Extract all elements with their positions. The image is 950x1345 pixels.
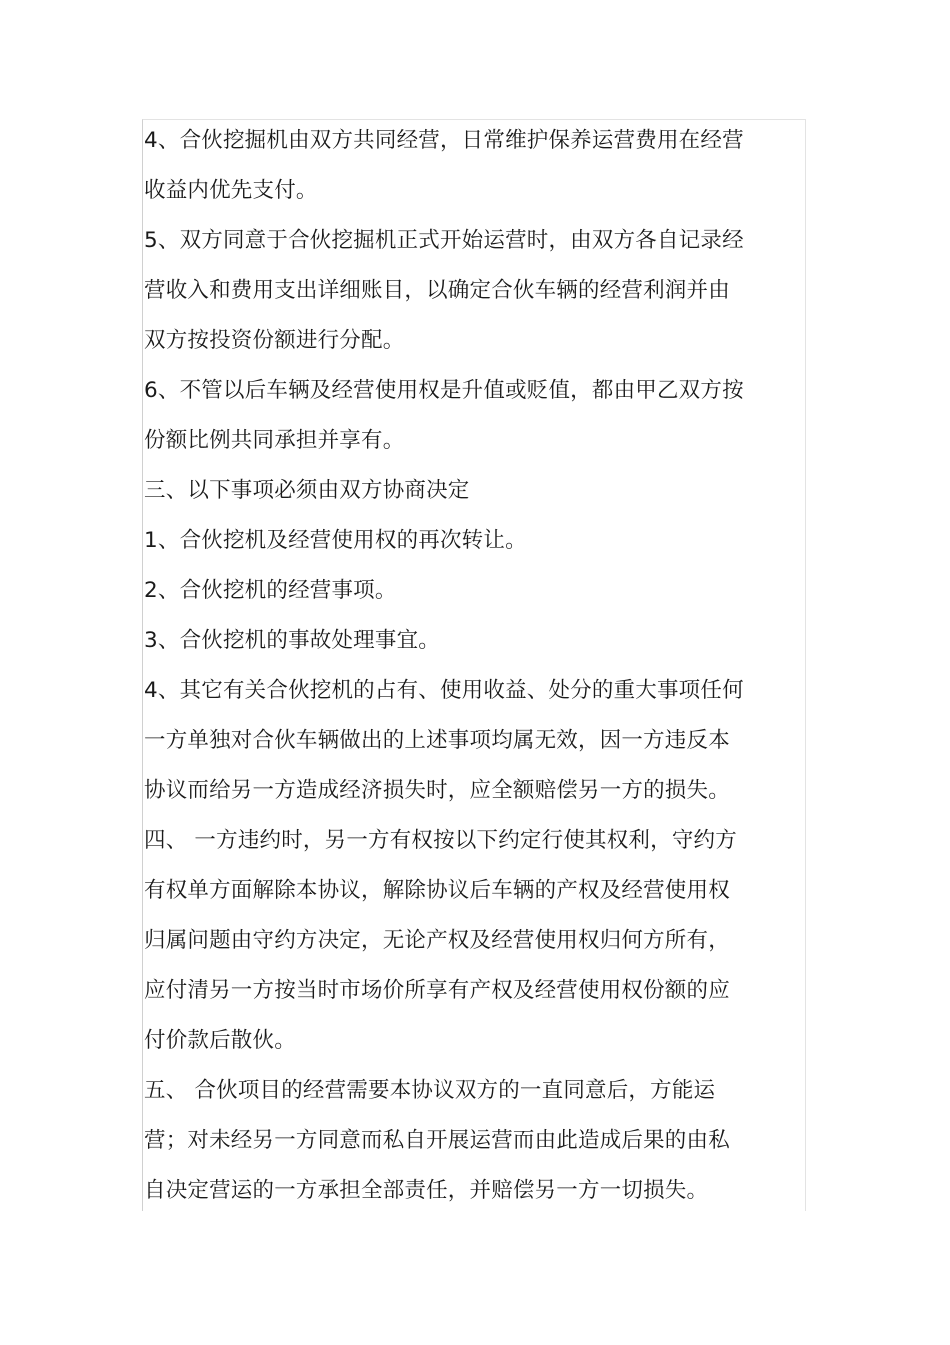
text-line: 双方按投资份额进行分配。 bbox=[144, 328, 405, 353]
document-body bbox=[144, 116, 764, 1216]
text-line: 有权单方面解除本协议，解除协议后车辆的产权及经营使用权 bbox=[144, 878, 730, 903]
text-line: 5、双方同意于合伙挖掘机正式开始运营时，由双方各自记录经 bbox=[144, 228, 744, 253]
text-line: 4、其它有关合伙挖机的占有、使用收益、处分的重大事项任何 bbox=[144, 678, 744, 703]
text-line: 收益内优先支付。 bbox=[144, 178, 318, 203]
text-line: 自决定营运的一方承担全部责任，并赔偿另一方一切损失。 bbox=[144, 1178, 709, 1203]
text-line: 付价款后散伙。 bbox=[144, 1028, 296, 1053]
section-heading: 五、 合伙项目的经营需要本协议双方的一直同意后，方能运 bbox=[144, 1078, 716, 1103]
text-line: 应付清另一方按当时市场价所享有产权及经营使用权份额的应 bbox=[144, 978, 730, 1003]
text-line: 2、合伙挖机的经营事项。 bbox=[144, 578, 397, 603]
text-line: 1、合伙挖机及经营使用权的再次转让。 bbox=[144, 528, 527, 553]
text-line: 协议而给另一方造成经济损失时，应全额赔偿另一方的损失。 bbox=[144, 778, 730, 803]
section-heading: 四、 一方违约时，另一方有权按以下约定行使其权利，守约方 bbox=[144, 828, 737, 853]
text-line: 归属问题由守约方决定，无论产权及经营使用权归何方所有， bbox=[144, 928, 730, 953]
text-line: 4、合伙挖掘机由双方共同经营，日常维护保养运营费用在经营 bbox=[144, 128, 744, 153]
text-line: 营；对未经另一方同意而私自开展运营而由此造成后果的由私 bbox=[144, 1128, 730, 1153]
section-heading: 三、以下事项必须由双方协商决定 bbox=[144, 478, 470, 503]
text-line: 营收入和费用支出详细账目，以确定合伙车辆的经营利润并由 bbox=[144, 278, 730, 303]
text-line: 6、不管以后车辆及经营使用权是升值或贬值，都由甲乙双方按 bbox=[144, 378, 744, 403]
text-line: 一方单独对合伙车辆做出的上述事项均属无效，因一方违反本 bbox=[144, 728, 730, 753]
text-line: 3、合伙挖机的事故处理事宜。 bbox=[144, 628, 440, 653]
text-line: 份额比例共同承担并享有。 bbox=[144, 428, 405, 453]
